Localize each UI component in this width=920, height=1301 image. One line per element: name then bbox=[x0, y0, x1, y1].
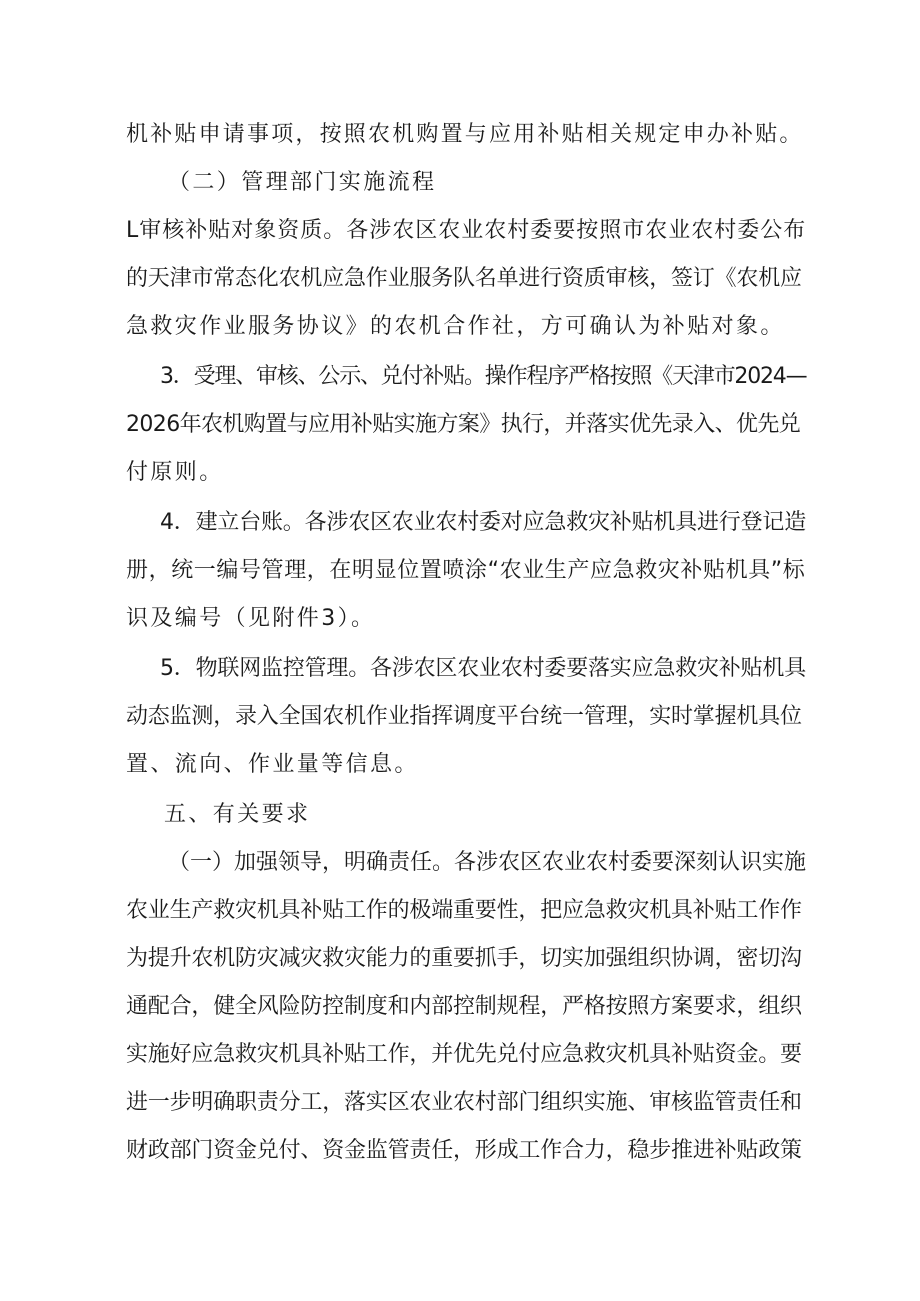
text-line: 2026年农机购置与应用补贴实施方案》执行，并落实优先录入、优先兑 bbox=[126, 412, 801, 437]
text-line: 付原则。 bbox=[126, 460, 224, 485]
text-line: 识及编号（见附件3）。 bbox=[126, 606, 376, 631]
section-heading: （二）管理部门实施流程 bbox=[168, 170, 437, 195]
text-line: 3．受理、审核、公示、兑付补贴。操作程序严格按照《天津市2024— bbox=[160, 364, 807, 389]
text-line: 农业生产救灾机具补贴工作的极端重要性，把应急救灾机具补贴工作作 bbox=[126, 898, 802, 923]
text-line: 册，统一编号管理，在明显位置喷涂“农业生产应急救灾补贴机具”标 bbox=[126, 558, 806, 583]
text-line: 置、流向、作业量等信息。 bbox=[126, 752, 419, 777]
text-line: 财政部门资金兑付、资金监管责任，形成工作合力，稳步推进补贴政策 bbox=[126, 1138, 802, 1163]
text-line: 通配合，健全风险防控制度和内部控制规程，严格按照方案要求，组织 bbox=[126, 994, 802, 1019]
text-line: 为提升农机防灾减灾救灾能力的重要抓手，切实加强组织协调，密切沟 bbox=[126, 946, 802, 971]
text-line: 急救灾作业服务协议》的农机合作社，方可确认为补贴对象。 bbox=[126, 314, 785, 339]
text-line: （一）加强领导，明确责任。各涉农区农业农村委要深刻认识实施 bbox=[168, 850, 807, 875]
text-line: 4．建立台账。各涉农区农业农村委对应急救灾补贴机具进行登记造 bbox=[160, 510, 806, 535]
text-line: 动态监测，录入全国农机作业指挥调度平台统一管理，实时掌握机具位 bbox=[126, 704, 802, 729]
text-line: 实施好应急救灾机具补贴工作，并优先兑付应急救灾机具补贴资金。要 bbox=[126, 1042, 802, 1067]
text-line: L审核补贴对象资质。各涉农区农业农村委要按照市农业农村委公布 bbox=[126, 218, 807, 243]
text-line: 的天津市常态化农机应急作业服务队名单进行资质审核，签订《农机应 bbox=[126, 266, 802, 291]
section-heading: 五、有关要求 bbox=[164, 802, 311, 827]
text-line: 进一步明确职责分工，落实区农业农村部门组织实施、审核监管责任和 bbox=[126, 1090, 802, 1115]
text-line: 机补贴申请事项，按照农机购置与应用补贴相关规定申办补贴。 bbox=[126, 122, 804, 147]
text-line: 5．物联网监控管理。各涉农区农业农村委要落实应急救灾补贴机具 bbox=[160, 656, 806, 681]
